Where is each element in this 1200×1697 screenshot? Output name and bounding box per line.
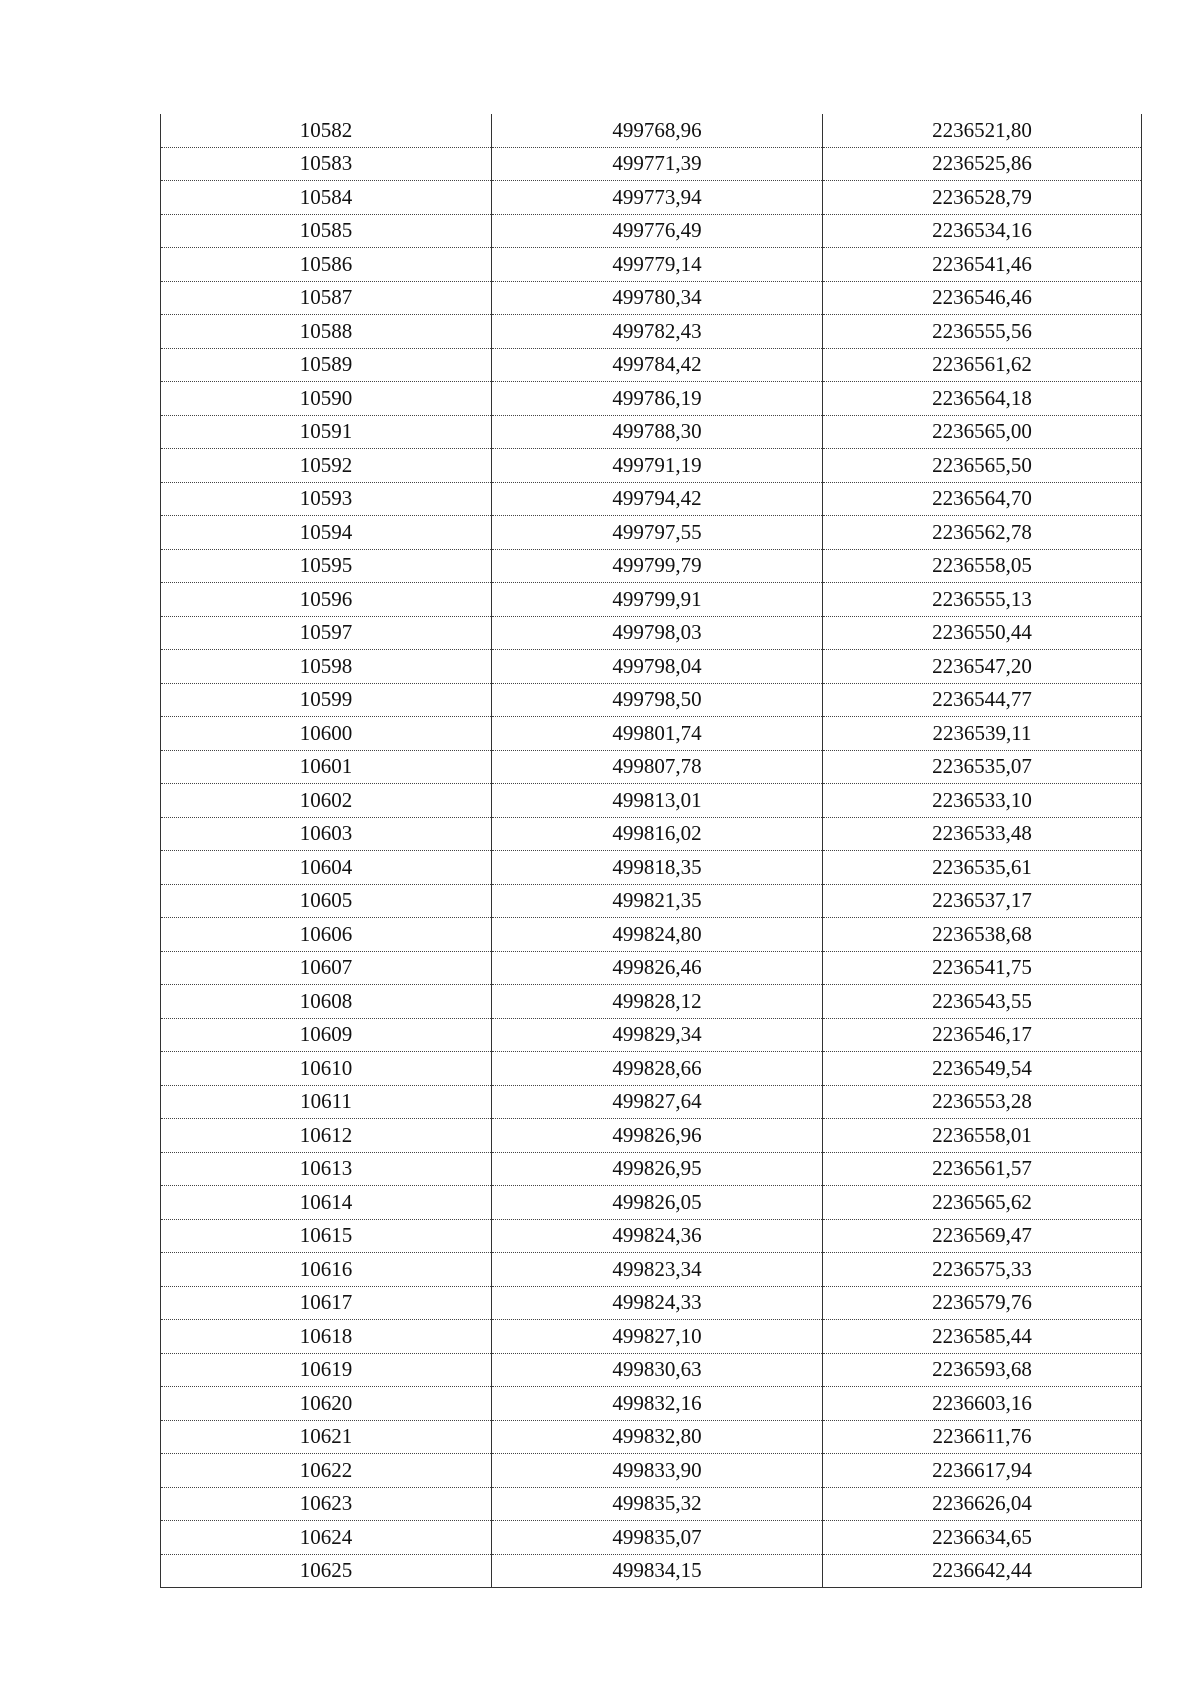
point-number-cell: 10582 xyxy=(161,114,492,147)
x-coordinate-cell: 499799,79 xyxy=(492,549,823,583)
table-row xyxy=(161,248,1142,282)
x-coordinate-cell: 499799,91 xyxy=(492,583,823,617)
x-coordinate-cell: 499816,02 xyxy=(492,817,823,851)
point-number-cell: 10596 xyxy=(161,583,492,617)
x-coordinate-cell: 499798,50 xyxy=(492,683,823,717)
table-row xyxy=(161,1387,1142,1421)
table-row xyxy=(161,851,1142,885)
table-row xyxy=(161,382,1142,416)
point-number-cell: 10585 xyxy=(161,214,492,248)
point-number-cell: 10597 xyxy=(161,616,492,650)
table-row xyxy=(161,281,1142,315)
point-number-cell: 10592 xyxy=(161,449,492,483)
point-number-cell: 10593 xyxy=(161,482,492,516)
x-coordinate-cell: 499830,63 xyxy=(492,1353,823,1387)
point-number-cell: 10599 xyxy=(161,683,492,717)
table-row xyxy=(161,616,1142,650)
table-row xyxy=(161,348,1142,382)
x-coordinate-cell: 499818,35 xyxy=(492,851,823,885)
table-row xyxy=(161,1186,1142,1220)
table-row xyxy=(161,750,1142,784)
x-coordinate-cell: 499776,49 xyxy=(492,214,823,248)
point-number-cell: 10587 xyxy=(161,281,492,315)
table-row xyxy=(161,683,1142,717)
x-coordinate-cell: 499832,80 xyxy=(492,1420,823,1454)
x-coordinate-cell: 499827,64 xyxy=(492,1085,823,1119)
y-coordinate-cell: 2236564,70 xyxy=(823,482,1142,516)
y-coordinate-cell: 2236569,47 xyxy=(823,1219,1142,1253)
point-number-cell: 10613 xyxy=(161,1152,492,1186)
point-number-cell: 10600 xyxy=(161,717,492,751)
y-coordinate-cell: 2236539,11 xyxy=(823,717,1142,751)
table-row xyxy=(161,1119,1142,1153)
point-number-cell: 10612 xyxy=(161,1119,492,1153)
x-coordinate-cell: 499835,07 xyxy=(492,1521,823,1555)
x-coordinate-cell: 499832,16 xyxy=(492,1387,823,1421)
x-coordinate-cell: 499826,05 xyxy=(492,1186,823,1220)
y-coordinate-cell: 2236561,57 xyxy=(823,1152,1142,1186)
point-number-cell: 10588 xyxy=(161,315,492,349)
point-number-cell: 10614 xyxy=(161,1186,492,1220)
x-coordinate-cell: 499779,14 xyxy=(492,248,823,282)
y-coordinate-cell: 2236538,68 xyxy=(823,918,1142,952)
point-number-cell: 10586 xyxy=(161,248,492,282)
y-coordinate-cell: 2236541,46 xyxy=(823,248,1142,282)
point-number-cell: 10606 xyxy=(161,918,492,952)
x-coordinate-cell: 499784,42 xyxy=(492,348,823,382)
table-row xyxy=(161,214,1142,248)
x-coordinate-cell: 499826,95 xyxy=(492,1152,823,1186)
x-coordinate-cell: 499821,35 xyxy=(492,884,823,918)
point-number-cell: 10615 xyxy=(161,1219,492,1253)
x-coordinate-cell: 499807,78 xyxy=(492,750,823,784)
point-number-cell: 10608 xyxy=(161,985,492,1019)
table-row xyxy=(161,817,1142,851)
x-coordinate-cell: 499797,55 xyxy=(492,516,823,550)
y-coordinate-cell: 2236553,28 xyxy=(823,1085,1142,1119)
x-coordinate-cell: 499773,94 xyxy=(492,181,823,215)
table-row xyxy=(161,1420,1142,1454)
x-coordinate-cell: 499780,34 xyxy=(492,281,823,315)
table-row xyxy=(161,114,1142,147)
table-row xyxy=(161,1052,1142,1086)
table-row xyxy=(161,1085,1142,1119)
y-coordinate-cell: 2236593,68 xyxy=(823,1353,1142,1387)
y-coordinate-cell: 2236546,46 xyxy=(823,281,1142,315)
table-row xyxy=(161,784,1142,818)
point-number-cell: 10602 xyxy=(161,784,492,818)
y-coordinate-cell: 2236585,44 xyxy=(823,1320,1142,1354)
x-coordinate-cell: 499828,12 xyxy=(492,985,823,1019)
table-row xyxy=(161,1320,1142,1354)
point-number-cell: 10610 xyxy=(161,1052,492,1086)
y-coordinate-cell: 2236533,10 xyxy=(823,784,1142,818)
table-row xyxy=(161,549,1142,583)
table-row xyxy=(161,1554,1142,1588)
table-row xyxy=(161,985,1142,1019)
table-row xyxy=(161,1286,1142,1320)
point-number-cell: 10605 xyxy=(161,884,492,918)
y-coordinate-cell: 2236547,20 xyxy=(823,650,1142,684)
x-coordinate-cell: 499771,39 xyxy=(492,147,823,181)
y-coordinate-cell: 2236544,77 xyxy=(823,683,1142,717)
x-coordinate-cell: 499798,04 xyxy=(492,650,823,684)
y-coordinate-cell: 2236611,76 xyxy=(823,1420,1142,1454)
x-coordinate-cell: 499823,34 xyxy=(492,1253,823,1287)
x-coordinate-cell: 499794,42 xyxy=(492,482,823,516)
point-number-cell: 10584 xyxy=(161,181,492,215)
point-number-cell: 10619 xyxy=(161,1353,492,1387)
y-coordinate-cell: 2236642,44 xyxy=(823,1554,1142,1588)
y-coordinate-cell: 2236550,44 xyxy=(823,616,1142,650)
y-coordinate-cell: 2236562,78 xyxy=(823,516,1142,550)
table-row xyxy=(161,1253,1142,1287)
y-coordinate-cell: 2236561,62 xyxy=(823,348,1142,382)
x-coordinate-cell: 499782,43 xyxy=(492,315,823,349)
table-row xyxy=(161,449,1142,483)
table-row xyxy=(161,181,1142,215)
table-row xyxy=(161,650,1142,684)
y-coordinate-cell: 2236535,07 xyxy=(823,750,1142,784)
table-row xyxy=(161,1521,1142,1555)
point-number-cell: 10583 xyxy=(161,147,492,181)
table-row xyxy=(161,583,1142,617)
y-coordinate-cell: 2236543,55 xyxy=(823,985,1142,1019)
x-coordinate-cell: 499788,30 xyxy=(492,415,823,449)
y-coordinate-cell: 2236535,61 xyxy=(823,851,1142,885)
y-coordinate-cell: 2236558,05 xyxy=(823,549,1142,583)
table-row xyxy=(161,1219,1142,1253)
x-coordinate-cell: 499798,03 xyxy=(492,616,823,650)
point-number-cell: 10595 xyxy=(161,549,492,583)
table-row xyxy=(161,147,1142,181)
point-number-cell: 10611 xyxy=(161,1085,492,1119)
point-number-cell: 10625 xyxy=(161,1554,492,1588)
point-number-cell: 10622 xyxy=(161,1454,492,1488)
x-coordinate-cell: 499827,10 xyxy=(492,1320,823,1354)
point-number-cell: 10591 xyxy=(161,415,492,449)
y-coordinate-cell: 2236533,48 xyxy=(823,817,1142,851)
x-coordinate-cell: 499824,33 xyxy=(492,1286,823,1320)
table-row xyxy=(161,315,1142,349)
y-coordinate-cell: 2236537,17 xyxy=(823,884,1142,918)
x-coordinate-cell: 499826,46 xyxy=(492,951,823,985)
table-row xyxy=(161,951,1142,985)
point-number-cell: 10623 xyxy=(161,1487,492,1521)
x-coordinate-cell: 499813,01 xyxy=(492,784,823,818)
y-coordinate-cell: 2236528,79 xyxy=(823,181,1142,215)
table-row xyxy=(161,1487,1142,1521)
table-row xyxy=(161,884,1142,918)
x-coordinate-cell: 499786,19 xyxy=(492,382,823,416)
y-coordinate-cell: 2236603,16 xyxy=(823,1387,1142,1421)
point-number-cell: 10604 xyxy=(161,851,492,885)
x-coordinate-cell: 499833,90 xyxy=(492,1454,823,1488)
y-coordinate-cell: 2236564,18 xyxy=(823,382,1142,416)
table-row xyxy=(161,516,1142,550)
x-coordinate-cell: 499826,96 xyxy=(492,1119,823,1153)
y-coordinate-cell: 2236555,13 xyxy=(823,583,1142,617)
table-row xyxy=(161,1353,1142,1387)
y-coordinate-cell: 2236626,04 xyxy=(823,1487,1142,1521)
x-coordinate-cell: 499824,80 xyxy=(492,918,823,952)
y-coordinate-cell: 2236634,65 xyxy=(823,1521,1142,1555)
coordinates-table-body xyxy=(161,114,1142,1588)
table-row xyxy=(161,415,1142,449)
point-number-cell: 10616 xyxy=(161,1253,492,1287)
y-coordinate-cell: 2236555,56 xyxy=(823,315,1142,349)
x-coordinate-cell: 499835,32 xyxy=(492,1487,823,1521)
y-coordinate-cell: 2236546,17 xyxy=(823,1018,1142,1052)
y-coordinate-cell: 2236565,00 xyxy=(823,415,1142,449)
table-row xyxy=(161,1018,1142,1052)
y-coordinate-cell: 2236521,80 xyxy=(823,114,1142,147)
y-coordinate-cell: 2236565,62 xyxy=(823,1186,1142,1220)
point-number-cell: 10603 xyxy=(161,817,492,851)
table-row xyxy=(161,482,1142,516)
y-coordinate-cell: 2236525,86 xyxy=(823,147,1142,181)
y-coordinate-cell: 2236534,16 xyxy=(823,214,1142,248)
table-row xyxy=(161,717,1142,751)
point-number-cell: 10589 xyxy=(161,348,492,382)
y-coordinate-cell: 2236558,01 xyxy=(823,1119,1142,1153)
x-coordinate-cell: 499829,34 xyxy=(492,1018,823,1052)
point-number-cell: 10607 xyxy=(161,951,492,985)
point-number-cell: 10617 xyxy=(161,1286,492,1320)
table-row xyxy=(161,918,1142,952)
y-coordinate-cell: 2236549,54 xyxy=(823,1052,1142,1086)
point-number-cell: 10609 xyxy=(161,1018,492,1052)
y-coordinate-cell: 2236541,75 xyxy=(823,951,1142,985)
point-number-cell: 10601 xyxy=(161,750,492,784)
y-coordinate-cell: 2236565,50 xyxy=(823,449,1142,483)
point-number-cell: 10624 xyxy=(161,1521,492,1555)
point-number-cell: 10594 xyxy=(161,516,492,550)
y-coordinate-cell: 2236575,33 xyxy=(823,1253,1142,1287)
point-number-cell: 10590 xyxy=(161,382,492,416)
x-coordinate-cell: 499768,96 xyxy=(492,114,823,147)
point-number-cell: 10598 xyxy=(161,650,492,684)
x-coordinate-cell: 499828,66 xyxy=(492,1052,823,1086)
y-coordinate-cell: 2236617,94 xyxy=(823,1454,1142,1488)
y-coordinate-cell: 2236579,76 xyxy=(823,1286,1142,1320)
point-number-cell: 10621 xyxy=(161,1420,492,1454)
table-row xyxy=(161,1152,1142,1186)
x-coordinate-cell: 499834,15 xyxy=(492,1554,823,1588)
x-coordinate-cell: 499791,19 xyxy=(492,449,823,483)
point-number-cell: 10620 xyxy=(161,1387,492,1421)
point-number-cell: 10618 xyxy=(161,1320,492,1354)
x-coordinate-cell: 499801,74 xyxy=(492,717,823,751)
x-coordinate-cell: 499824,36 xyxy=(492,1219,823,1253)
table-row xyxy=(161,1454,1142,1488)
coordinates-table xyxy=(160,114,1142,1588)
